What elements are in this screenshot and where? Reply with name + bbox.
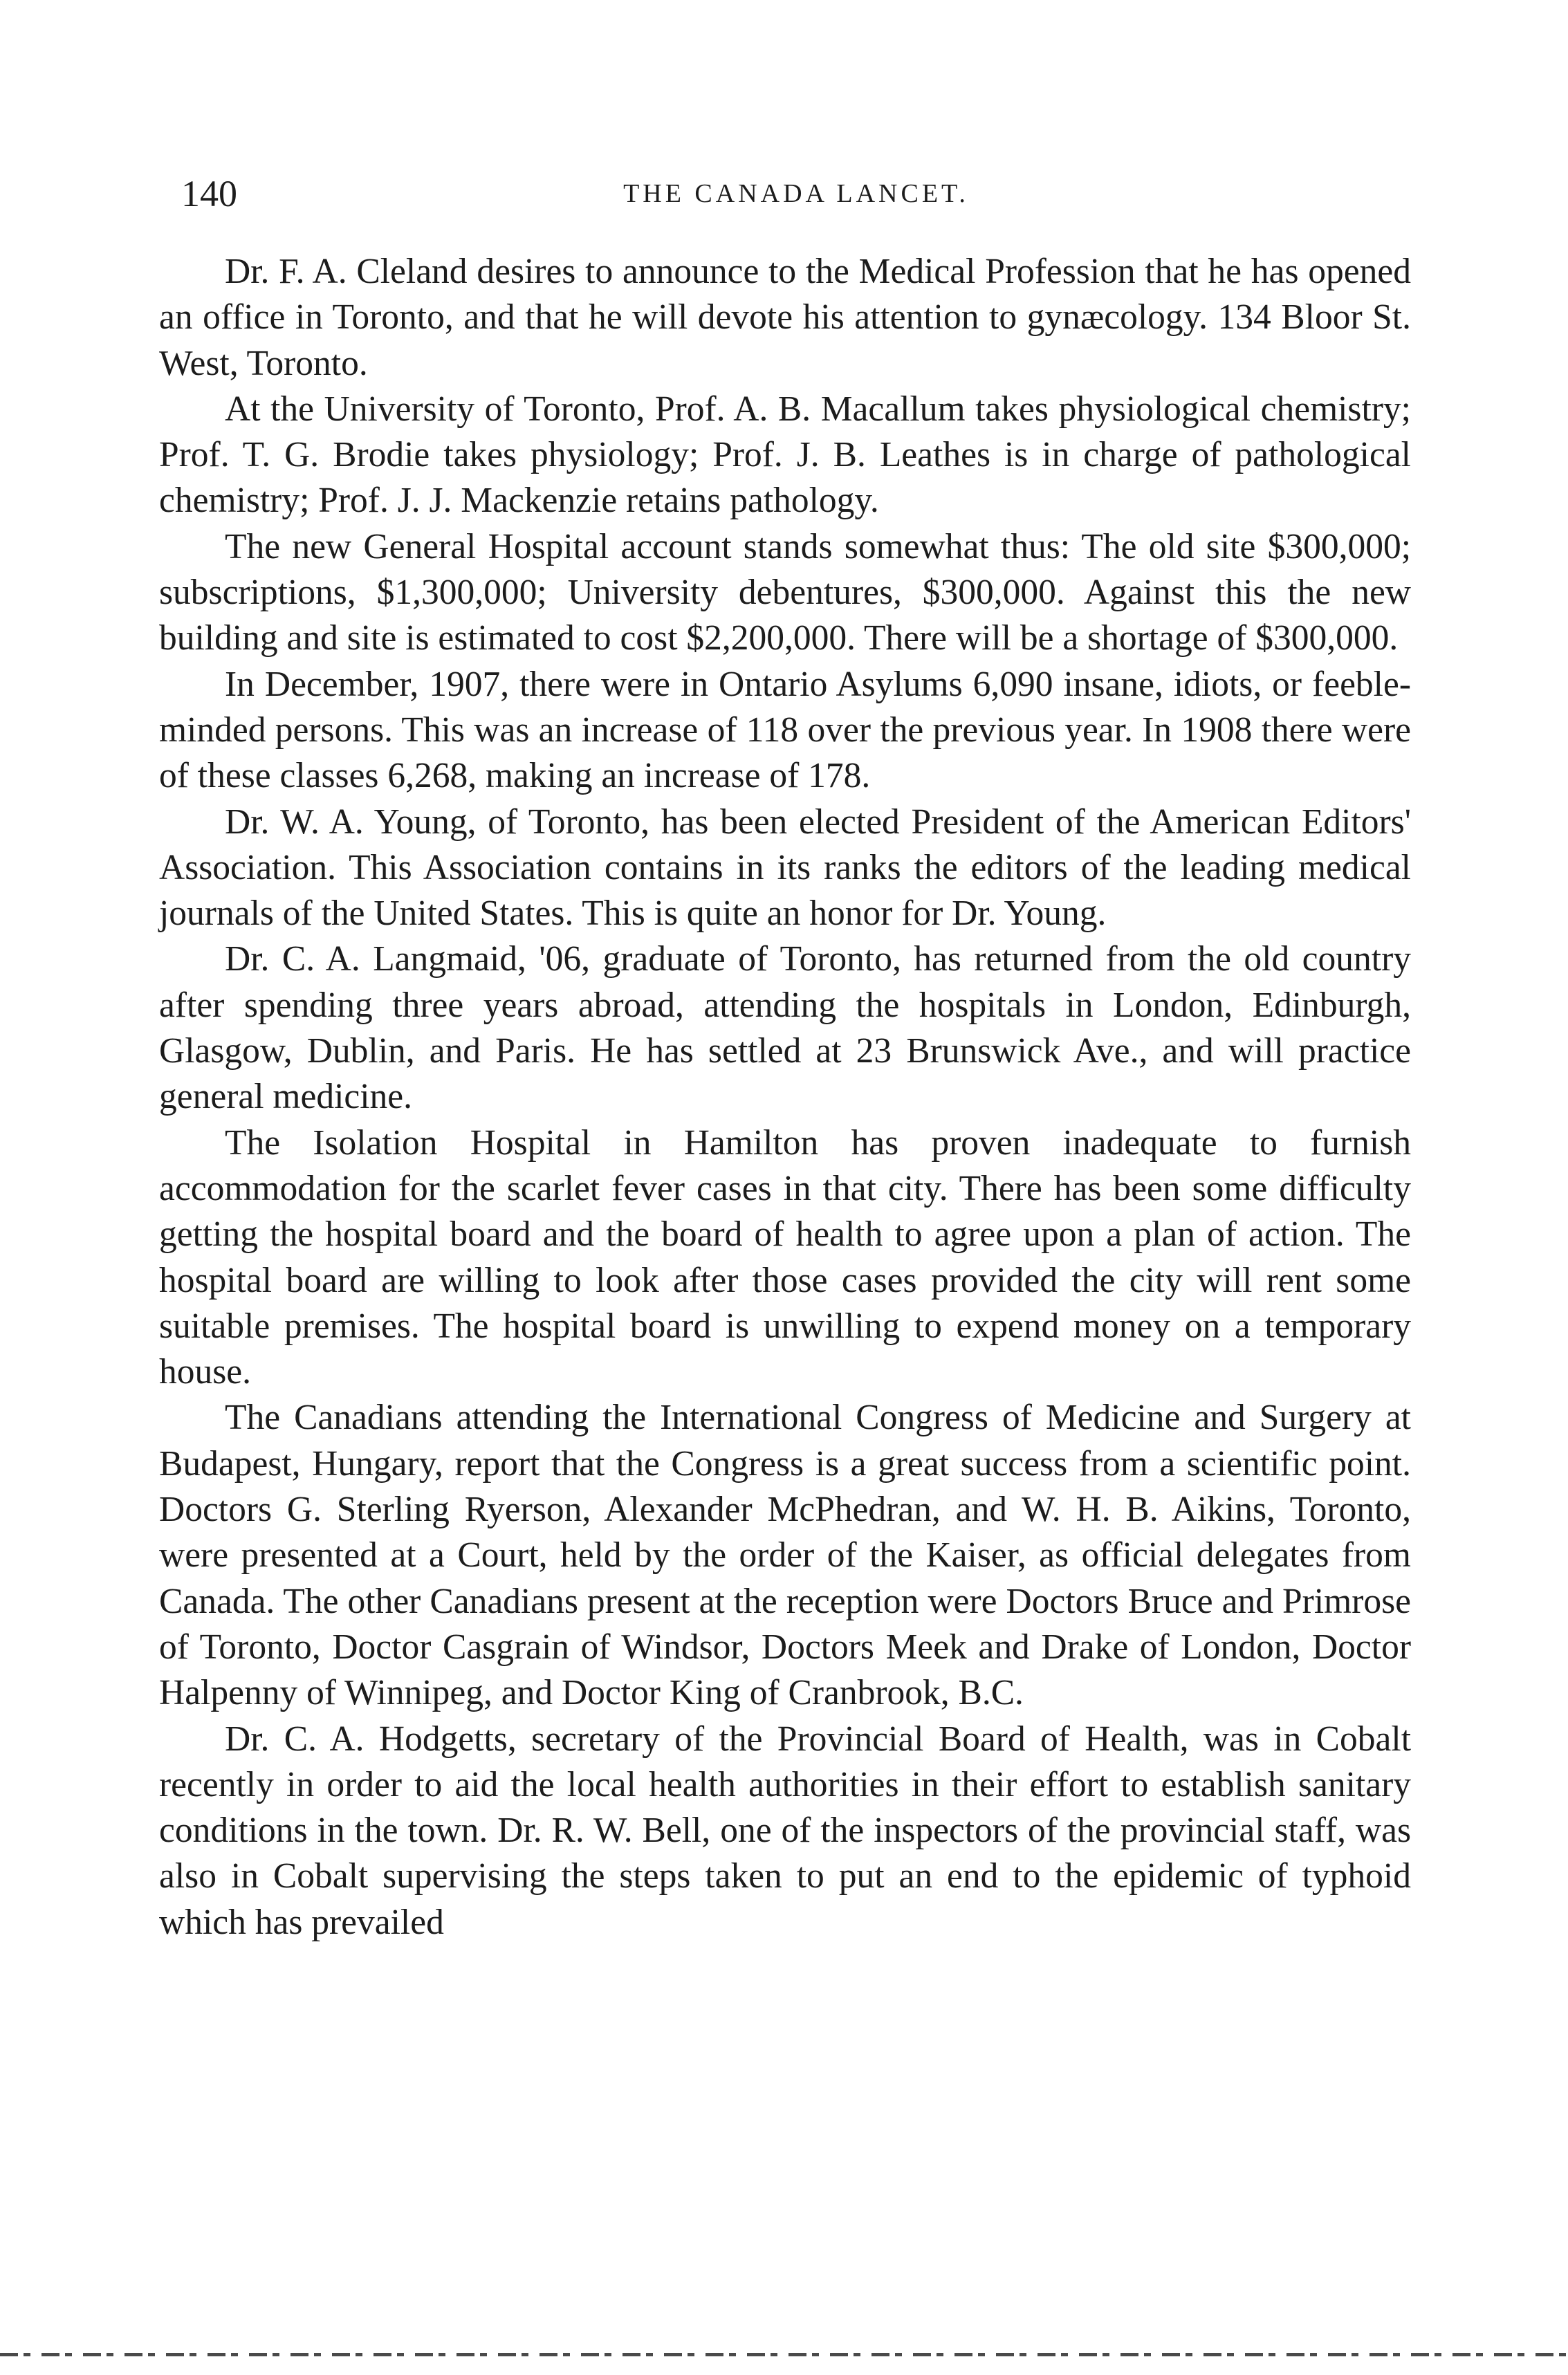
paragraph-budapest-congress: The Canadians attending the International Congress of Medicine and Surgery at Budapest, Hungary, report that the Congress is a great success from a scientific point. Doctors G. Sterling Ryerson, Alexander McPhedran, and W. H. B. Aikins, Toronto, were presented at a Court, held by the order of the Kaiser, as official delegates from Canada. The other Canadians present at the reception were Doctors Bruce and Primrose of Toronto, Doctor Casgrain of Windsor, Doctors Meek and Drake of London, Doctor Halpenny of Winnipeg, and Doctor King of Cranbrook, B.C. xyxy=(159,1398,1411,1713)
article-body xyxy=(159,249,1411,1946)
paragraph-cleland-announcement: Dr. F. A. Cleland desires to announce to the Medical Profession that he has opened an office in Toronto, and that he will devote his attention to gynæcology. 134 Bloor St. West, Toronto. xyxy=(159,252,1411,383)
page-bottom-edge xyxy=(0,2353,1568,2356)
page-header xyxy=(181,169,1411,218)
paragraph-asylum-statistics: In December, 1907, there were in Ontario Asylums 6,090 insane, idiots, or feeble-minded persons. This was an increase of 118 over the previous year. In 1908 there were of these classes 6,268, making an increase of 178. xyxy=(159,664,1411,796)
running-head: THE CANADA LANCET. xyxy=(623,179,969,208)
page-number: 140 xyxy=(181,173,237,214)
paragraph-university-appointments: At the University of Toronto, Prof. A. B. Macallum takes physiological chemistry; Prof. T. G. Brodie takes physiology; Prof. J. B. Leathes is in charge of pathological chemistry; Prof. J. J. Mackenzie retains pathology. xyxy=(159,389,1411,521)
paragraph-cobalt-typhoid: Dr. C. A. Hodgetts, secretary of the Provincial Board of Health, was in Cobalt recently in order to aid the local health authorities in their effort to establish sanitary conditions in the town. Dr. R. W. Bell, one of the inspectors of the provincial staff, was also in Cobalt supervising the steps taken to put an end to the epidemic of typhoid which has prevailed xyxy=(159,1719,1411,1942)
paragraph-langmaid-return: Dr. C. A. Langmaid, '06, graduate of Toronto, has returned from the old country after spending three years abroad, attending the hospitals in London, Edinburgh, Glasgow, Dublin, and Paris. He has settled at 23 Brunswick Ave., and will practice general medicine. xyxy=(159,939,1411,1117)
paragraph-hospital-account: The new General Hospital account stands somewhat thus: The old site $300,000; subscriptions, $1,300,000; University debentures, $300,000. Against this the new building and site is estimated to cost $2,200,000. There will be a shortage of $300,000. xyxy=(159,526,1411,658)
paragraph-isolation-hospital: The Isolation Hospital in Hamilton has proven inadequate to furnish accommodation for the scarlet fever cases in that city. There has been some difficulty getting the hospital board and the board of health to agree upon a plan of action. The hospital board are willing to look after those cases provided the city will rent some suitable premises. The hospital board is unwilling to expend money on a temporary house. xyxy=(159,1122,1411,1392)
paragraph-young-election: Dr. W. A. Young, of Toronto, has been elected President of the American Editors' Association. This Association contains in its ranks the editors of the leading medical journals of the United States. This is quite an honor for Dr. Young. xyxy=(159,802,1411,934)
